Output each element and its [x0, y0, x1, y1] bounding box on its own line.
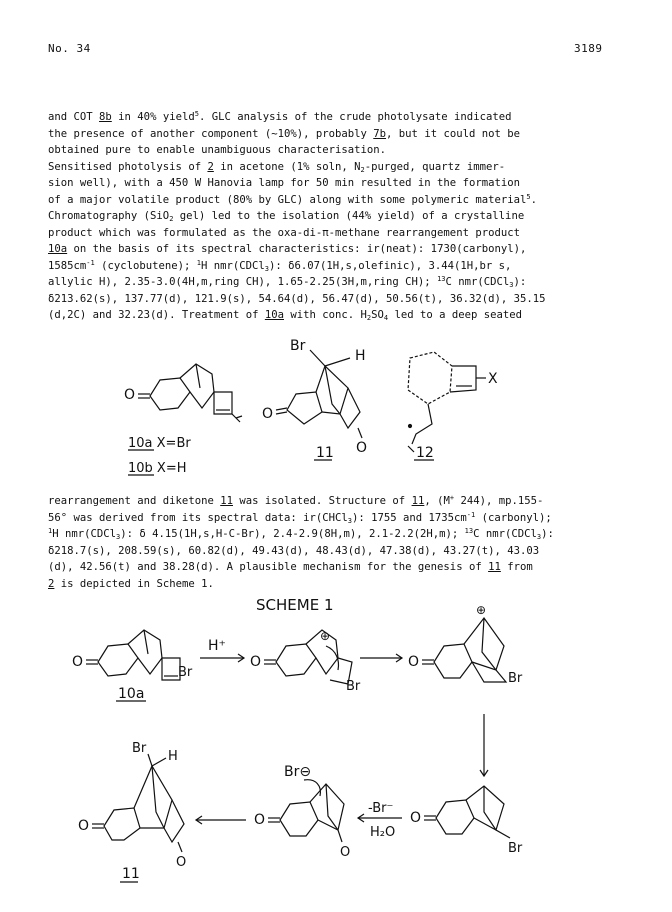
svg-text:O: O [408, 654, 420, 670]
text-segment: the presence of another component (~10%), probably [48, 127, 374, 140]
svg-text:O: O [340, 845, 351, 860]
text-line [48, 175, 626, 192]
text-segment: 10a [48, 243, 68, 255]
text-segment: 2 [48, 577, 55, 590]
journal-number: No. 34 [48, 42, 91, 55]
text-segment: 5 [194, 110, 199, 118]
text-segment: of a major volatile product (80% by GLC) along with some polymeric material [48, 193, 527, 206]
text-segment: 11 [411, 495, 425, 507]
text-segment: δ213.62(s), 137.77(d), 121.9(s), 54.64(d), 56.47(d), 50.56(t), 36.32(d), 35.15 [48, 292, 546, 305]
text-segment: 2 [169, 215, 174, 223]
text-segment: (d), 42.56(t) and 38.28(d). A plausible mechanism for the genesis of [48, 561, 489, 573]
text-segment: 5 [526, 192, 531, 201]
text-segment: in 40% yield [111, 111, 195, 123]
svg-text:⊕: ⊕ [476, 603, 487, 617]
text-segment: ): [541, 528, 554, 540]
svg-text:O: O [78, 818, 90, 834]
text-segment: 1585cm [48, 259, 87, 272]
reagent-h2o: H₂O [370, 825, 396, 840]
structure-11 [262, 338, 367, 456]
text-line [48, 225, 626, 242]
scheme-intermediate-3 [410, 786, 523, 856]
svg-text:⊕: ⊕ [320, 629, 331, 643]
text-segment: in acetone (1% soln, N [213, 160, 361, 173]
atom-x-12: X [488, 371, 498, 387]
text-segment: with conc. H [284, 309, 367, 321]
text-segment: 2 [366, 314, 372, 322]
paragraph-main [48, 109, 626, 324]
label-12: 12 [416, 445, 434, 461]
text-segment: . [530, 193, 537, 206]
text-segment: was isolated. Structure of [232, 495, 412, 507]
text-segment: (d,2C) and 32.23(d). Treatment of [48, 309, 265, 321]
text-line [48, 258, 626, 275]
text-segment: SO [371, 309, 384, 321]
text-segment: sion well), with a 450 W Hanovia lamp for 50 min resulted in the formation [48, 177, 520, 189]
structure-10a [124, 364, 242, 422]
text-segment: 56° was derived from its spectral data: ir(CHCl [48, 511, 348, 524]
text-segment: from [500, 561, 533, 573]
label-10a: 10a X=Br [128, 436, 191, 451]
text-segment: 13 [464, 527, 474, 535]
structures-figure [0, 330, 672, 490]
svg-text:O: O [250, 654, 262, 670]
scheme-intermediate-2 [408, 603, 523, 686]
text-line [48, 109, 626, 126]
text-line [48, 493, 626, 510]
text-segment: rearrangement and diketone [48, 495, 221, 507]
text-segment: gel) led to the isolation (44% yield) of a crystalline [173, 210, 525, 222]
text-segment: -1 [86, 258, 95, 267]
svg-text:O: O [72, 654, 84, 670]
text-line [48, 241, 626, 258]
atom-o-11a: O [262, 406, 274, 422]
svg-text:Br: Br [508, 841, 523, 856]
text-segment: H nmr(CDCl [201, 259, 265, 272]
text-segment: 7b [373, 127, 387, 140]
paragraph-second [48, 493, 626, 592]
text-segment: 10a [264, 309, 284, 321]
scheme-structure-10a [72, 630, 193, 680]
text-line [48, 510, 626, 527]
text-segment: obtained pure to enable unambiguous characterisation. [48, 144, 387, 156]
svg-text:Br: Br [346, 679, 361, 694]
text-segment: 4 [383, 314, 389, 322]
svg-text:Br: Br [178, 665, 193, 680]
text-segment: ): [513, 276, 527, 288]
text-line [48, 307, 626, 324]
scheme-title: SCHEME 1 [256, 596, 334, 614]
atom-h-11: H [355, 348, 366, 364]
text-segment: and COT [48, 111, 100, 123]
text-line [48, 274, 626, 291]
text-line [48, 159, 626, 176]
text-segment: 3 [264, 264, 269, 273]
text-segment: + [449, 494, 455, 502]
scheme-1 [0, 590, 672, 900]
text-segment: (carbonyl); [475, 511, 552, 524]
text-line [48, 208, 626, 225]
text-segment: C nmr(CDCl [473, 528, 537, 540]
text-segment: 2 [207, 160, 214, 173]
svg-text:Br⊖: Br⊖ [284, 764, 312, 780]
text-line [48, 126, 626, 143]
svg-text:O: O [176, 855, 187, 870]
scheme-intermediate-1 [250, 629, 361, 694]
svg-text:O: O [410, 810, 422, 826]
text-segment: Sensitised photolysis of [48, 160, 208, 173]
text-segment: ): δ 4.15(1H,s,H-C-Br), 2.4-2.9(8H,m), 2.1-2.2(2H,m); [120, 528, 465, 540]
text-segment: 11 [220, 495, 233, 507]
text-segment: 13 [437, 275, 446, 283]
text-line [48, 543, 626, 560]
label-11: 11 [316, 445, 334, 461]
svg-text:H: H [168, 749, 178, 764]
atom-br-11: Br [290, 338, 306, 354]
text-segment: 11 [488, 561, 501, 573]
text-line [48, 559, 626, 576]
text-line [48, 526, 626, 543]
text-segment: δ218.7(s), 208.59(s), 60.82(d), 49.43(d), 48.43(d), 47.38(d), 43.27(t), 43.03 [48, 544, 540, 557]
text-segment: H nmr(CDCl [52, 528, 116, 540]
text-segment: 3 [347, 516, 352, 525]
text-segment: , (M [424, 495, 450, 507]
reagent-minus-br: -Br⁻ [368, 801, 394, 816]
scheme-structure-11 [78, 741, 186, 870]
text-line [48, 142, 626, 159]
scheme-label-10a: 10a [118, 686, 145, 702]
text-segment: led to a deep seated [388, 309, 523, 321]
structure-12 [408, 352, 498, 452]
atom-o-11b: O [356, 440, 368, 456]
text-segment: C nmr(CDCl [445, 276, 510, 288]
reagent-h-plus: H⁺ [208, 638, 226, 654]
page-number: 3189 [574, 42, 603, 55]
svg-text:Br: Br [508, 671, 523, 686]
text-segment: 3 [509, 281, 514, 289]
text-segment: on the basis of its spectral characteristics: ir(neat): 1730(carbonyl), [67, 243, 527, 255]
text-segment: . GLC analysis of the crude photolysate indicated [198, 111, 512, 123]
text-segment: product which was formulated as the oxa-di-π-methane rearrangement product [48, 226, 520, 239]
text-segment: ): 1755 and 1735cm [351, 511, 467, 524]
text-segment: 2 [360, 165, 365, 174]
text-segment: -1 [466, 510, 476, 519]
text-segment: allylic H), 2.35-3.0(4H,m,ring CH), 1.65-2.25(3H,m,ring CH); [48, 276, 438, 288]
text-segment: 1 [196, 258, 201, 267]
text-segment: 3 [116, 533, 121, 541]
text-line [48, 291, 626, 308]
svg-text:Br: Br [132, 741, 147, 756]
text-line [48, 192, 626, 209]
scheme-intermediate-4 [254, 764, 350, 860]
text-segment: 8b [99, 111, 112, 123]
text-segment: 1 [48, 527, 53, 535]
text-segment: -purged, quartz immer- [364, 160, 506, 173]
text-segment: is depicted in Scheme 1. [54, 577, 214, 590]
label-10b: 10b X=H [128, 461, 187, 476]
scheme-label-11: 11 [122, 866, 140, 882]
text-segment: 3 [536, 533, 542, 541]
atom-o-10a: O [124, 387, 136, 403]
svg-text:O: O [254, 812, 266, 828]
text-segment: ): δ6.07(1H,s,olefinic), 3.44(1H,br s, [269, 259, 512, 272]
text-segment: Chromatography (SiO [48, 210, 170, 222]
text-segment: , but it could not be [386, 127, 520, 140]
text-segment: (cyclobutene); [94, 259, 197, 272]
text-segment: 244), mp.155- [454, 495, 544, 507]
